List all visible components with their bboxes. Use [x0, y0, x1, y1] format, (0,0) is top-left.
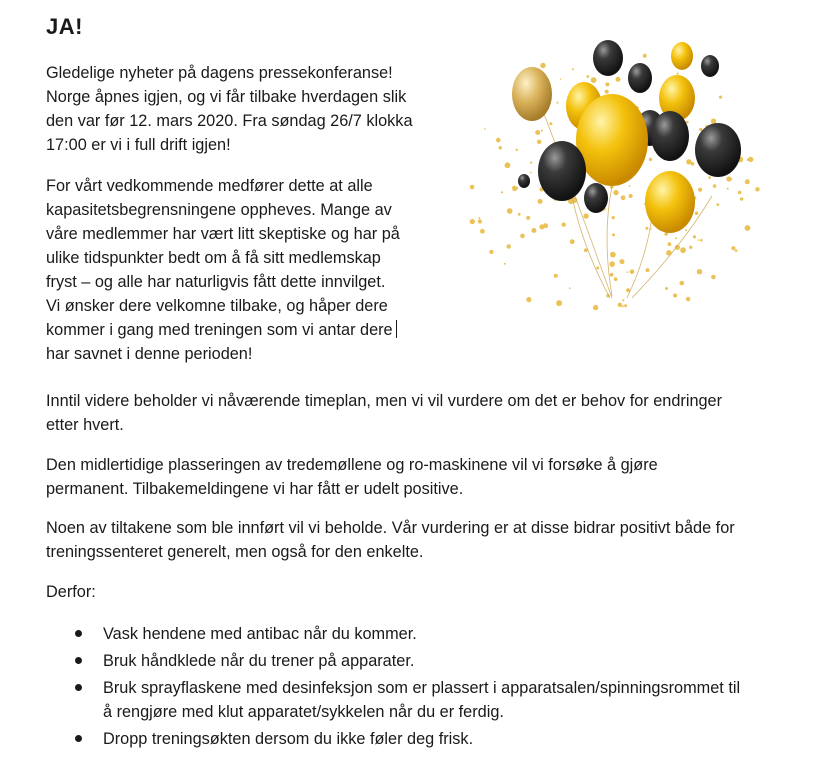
bullet-list [46, 622, 816, 754]
text-line: permanent. Tilbakemeldingene vi har fått er udelt positive. [46, 480, 464, 498]
confetti-dot [686, 297, 690, 301]
confetti-dot [624, 304, 627, 307]
confetti-dot [499, 146, 502, 149]
confetti-dot [610, 252, 616, 258]
text-line: Noen av tiltakene som ble innført vil vi beholde. Vår vurdering er at disse bidrar positivt både for [46, 519, 735, 537]
confetti-dot [562, 222, 566, 226]
confetti-dot [745, 179, 750, 184]
text-line: Den midlertidige plasseringen av tredemøllene og ro-maskinene vil vi forsøke å gjøre [46, 456, 658, 474]
confetti-dot [713, 184, 717, 188]
paragraph-capacity [46, 174, 400, 366]
confetti-dot [478, 217, 480, 219]
confetti-dot [489, 250, 493, 254]
list-item [46, 649, 816, 673]
text-line: fryst – og alle har naturligvis fått dette innvilget. [46, 273, 386, 291]
bullet-text: å rengjøre med klut apparatet/sykkelen når du er ferdig. [103, 703, 504, 721]
confetti-dot [609, 261, 615, 267]
bullet-icon [75, 735, 82, 742]
confetti-dot [501, 191, 503, 193]
confetti-dot [507, 244, 511, 248]
confetti-dot [512, 186, 516, 190]
confetti-dot [755, 187, 759, 191]
confetti-dot [689, 246, 692, 249]
balloons-confetti-icon [462, 36, 762, 336]
confetti-dot [731, 246, 735, 250]
text-cursor [396, 320, 397, 338]
confetti-dot [695, 211, 699, 215]
confetti-dot [535, 130, 540, 135]
confetti-dot [745, 225, 751, 231]
confetti-dot [586, 75, 589, 78]
confetti-dot [685, 229, 687, 231]
confetti-dot [646, 268, 650, 272]
paragraph-measures [46, 516, 735, 564]
text-line: For vårt vedkommende medfører dette at alle [46, 177, 373, 195]
confetti-dot [520, 234, 525, 239]
confetti-dot [596, 267, 599, 270]
confetti-dot [614, 277, 618, 281]
confetti-dot [643, 54, 647, 58]
text-line-with-caret[interactable] [46, 318, 400, 342]
text-line: Vi ønsker dere velkomne tilbake, og håper dere [46, 297, 388, 315]
list-item [46, 676, 816, 724]
confetti-dot [673, 293, 677, 297]
confetti-dot [686, 159, 691, 164]
confetti-dot [698, 188, 702, 192]
paragraph-schedule [46, 389, 722, 437]
confetti-dot [645, 227, 648, 230]
confetti-dot [496, 138, 501, 143]
confetti-dot [530, 162, 532, 164]
paragraph-announcement [46, 61, 413, 157]
confetti-dot [618, 303, 622, 307]
confetti-dot [572, 68, 574, 70]
confetti-dot [630, 269, 635, 274]
confetti-dot [616, 77, 621, 82]
confetti-dot [677, 73, 679, 75]
confetti-dot [537, 140, 541, 144]
confetti-dot [484, 128, 486, 130]
confetti-dot [531, 228, 536, 233]
bullet-text: Vask hendene med antibac når du kommer. [103, 625, 417, 643]
confetti-dot [727, 188, 729, 190]
confetti-dot [569, 287, 571, 289]
confetti-dot [649, 158, 652, 161]
confetti-dot [556, 102, 558, 104]
confetti-dot [680, 281, 685, 286]
confetti-dot [621, 195, 626, 200]
confetti-dot [627, 271, 629, 273]
confetti-dot [629, 185, 631, 187]
confetti-dot [730, 178, 732, 180]
confetti-dot [583, 213, 588, 218]
confetti-dot [591, 77, 597, 83]
confetti-dot [605, 90, 609, 94]
confetti-dot [554, 274, 558, 278]
bullet-text: Dropp treningsøkten dersom du ikke føler deg frisk. [103, 730, 474, 748]
paragraph-therefore: Derfor: [46, 583, 96, 601]
confetti-dot [622, 299, 624, 301]
bullet-text: Bruk håndklede når du trener på apparater. [103, 652, 415, 670]
document-heading: JA! [46, 14, 83, 39]
confetti-dot [708, 176, 711, 179]
bullet-text: Bruk sprayflaskene med desinfeksjon som er plassert i apparatsalen/spinningsrommet til [103, 679, 741, 697]
confetti-dot [526, 297, 531, 302]
text-line: Inntil videre beholder vi nåværende timeplan, men vi vil vurdere om det er behov for endringer [46, 392, 723, 410]
confetti-dot [629, 194, 633, 198]
confetti-dot [480, 229, 485, 234]
confetti-dot [697, 269, 702, 274]
text-line: Norge åpnes igjen, og vi får tilbake hverdagen slik [46, 88, 407, 106]
confetti-dot [593, 305, 598, 310]
text-line: kommer i gang med treningen som vi antar dere [46, 321, 393, 339]
confetti-dot [686, 121, 689, 124]
confetti-dot [530, 172, 532, 174]
text-line: etter hvert. [46, 416, 124, 434]
confetti-dot [549, 122, 552, 125]
confetti-dot [526, 216, 530, 220]
confetti-dot [505, 162, 511, 168]
confetti-dot [665, 287, 668, 290]
confetti-dot [612, 233, 615, 236]
list-item [46, 622, 816, 646]
confetti-dot [740, 197, 743, 200]
confetti-dot [560, 78, 562, 80]
bullet-icon [75, 684, 82, 691]
confetti-dot [719, 96, 722, 99]
confetti-dot [612, 216, 615, 219]
confetti-dot [610, 273, 614, 277]
confetti-dot [516, 149, 518, 151]
text-line: våre medlemmer har vært litt skeptiske og har på [46, 225, 400, 243]
list-item [46, 727, 816, 751]
confetti-dot [518, 213, 521, 216]
confetti-dot [507, 208, 513, 214]
confetti-dot [570, 239, 575, 244]
confetti-dot [698, 239, 700, 241]
confetti-dot [470, 219, 475, 224]
text-line: Gledelige nyheter på dagens pressekonferanse! [46, 64, 393, 82]
confetti-dot [538, 199, 543, 204]
text-line: den var før 12. mars 2020. Fra søndag 26/7 klokka [46, 112, 413, 130]
confetti-dot [738, 191, 742, 195]
text-line: kapasitetsbegrensningene oppheves. Mange av [46, 201, 392, 219]
confetti-dot [541, 130, 543, 132]
confetti-dot [478, 219, 482, 223]
confetti-dot [470, 185, 475, 190]
bullet-icon [75, 657, 82, 664]
paragraph-equipment [46, 453, 658, 501]
confetti-dot [675, 237, 677, 239]
text-line: ulike tidspunkter bedt om å få sitt medlemskap [46, 249, 381, 267]
bullet-icon [75, 630, 82, 637]
confetti-dot [539, 224, 544, 229]
confetti-dot [504, 263, 506, 265]
text-line: har savnet i denne perioden! [46, 345, 253, 363]
confetti-dot [711, 119, 716, 124]
confetti-dot [605, 82, 609, 86]
confetti-dot [700, 239, 703, 242]
text-line: treningssenteret generelt, men også for den enkelte. [46, 543, 424, 561]
confetti-dot [747, 158, 750, 161]
confetti-dot [540, 63, 545, 68]
confetti-dot [693, 235, 696, 238]
confetti-dot [699, 128, 702, 131]
confetti-dot [711, 275, 716, 280]
confetti-dot [680, 247, 686, 253]
confetti-dot [556, 300, 562, 306]
confetti-dot [735, 249, 738, 252]
text-line: 17:00 er vi i full drift igjen! [46, 136, 231, 154]
confetti-dot [717, 203, 720, 206]
confetti-dot [621, 261, 624, 264]
confetti-dot [668, 242, 672, 246]
confetti-dot [613, 190, 618, 195]
